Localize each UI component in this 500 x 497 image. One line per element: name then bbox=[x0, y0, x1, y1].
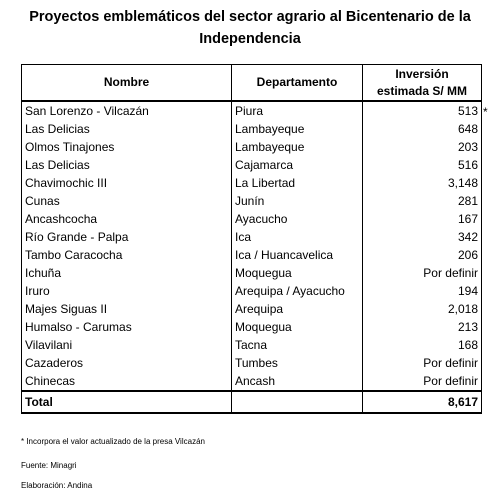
table-row bbox=[22, 120, 482, 138]
cell-departamento: Lambayeque bbox=[232, 138, 363, 156]
table-row bbox=[22, 138, 482, 156]
table-row bbox=[22, 336, 482, 354]
total-row bbox=[22, 391, 482, 413]
cell-inversion: 2,018 bbox=[363, 300, 482, 318]
cell-nombre: Iruro bbox=[22, 282, 232, 300]
table-row bbox=[22, 246, 482, 264]
cell-nombre: Olmos Tinajones bbox=[22, 138, 232, 156]
document-title bbox=[0, 6, 500, 50]
cell-departamento: Cajamarca bbox=[232, 156, 363, 174]
projects-table bbox=[21, 64, 482, 414]
header-nombre: Nombre bbox=[22, 65, 232, 102]
cell-departamento: Junín bbox=[232, 192, 363, 210]
cell-departamento: Ancash bbox=[232, 372, 363, 391]
cell-inversion: 342 bbox=[363, 228, 482, 246]
total-value: 8,617 bbox=[363, 391, 482, 413]
title-line-2: Independencia bbox=[199, 31, 301, 47]
cell-inversion: 167 bbox=[363, 210, 482, 228]
table-row bbox=[22, 318, 482, 336]
table-row bbox=[22, 372, 482, 391]
cell-nombre: Las Delicias bbox=[22, 156, 232, 174]
cell-inversion: 513 bbox=[363, 101, 482, 120]
header-inversion-line-1: Inversión bbox=[395, 66, 449, 81]
cell-departamento: La Libertad bbox=[232, 174, 363, 192]
cell-departamento: Arequipa bbox=[232, 300, 363, 318]
cell-nombre: Cazaderos bbox=[22, 354, 232, 372]
total-label: Total bbox=[22, 391, 232, 413]
cell-departamento: Moquegua bbox=[232, 318, 363, 336]
cell-departamento: Moquegua bbox=[232, 264, 363, 282]
cell-departamento: Arequipa / Ayacucho bbox=[232, 282, 363, 300]
table-row bbox=[22, 192, 482, 210]
cell-departamento: Piura bbox=[232, 101, 363, 120]
cell-inversion: 213 bbox=[363, 318, 482, 336]
cell-nombre: Cunas bbox=[22, 192, 232, 210]
table-row bbox=[22, 354, 482, 372]
cell-nombre: Humalso - Carumas bbox=[22, 318, 232, 336]
table-row bbox=[22, 174, 482, 192]
cell-inversion: Por definir bbox=[363, 372, 482, 391]
cell-inversion: 516 bbox=[363, 156, 482, 174]
cell-nombre: Vilavilani bbox=[22, 336, 232, 354]
cell-inversion: Por definir bbox=[363, 354, 482, 372]
cell-inversion: 194 bbox=[363, 282, 482, 300]
cell-inversion: 648 bbox=[363, 120, 482, 138]
cell-departamento: Lambayeque bbox=[232, 120, 363, 138]
total-empty-cell bbox=[232, 391, 363, 413]
cell-inversion: 281 bbox=[363, 192, 482, 210]
cell-inversion: 206 bbox=[363, 246, 482, 264]
cell-inversion: 168 bbox=[363, 336, 482, 354]
table-row bbox=[22, 282, 482, 300]
table-header-row bbox=[22, 65, 482, 102]
cell-nombre: San Lorenzo - Vilcazán bbox=[22, 101, 232, 120]
cell-inversion: Por definir bbox=[363, 264, 482, 282]
cell-nombre: Tambo Caracocha bbox=[22, 246, 232, 264]
cell-departamento: Ica bbox=[232, 228, 363, 246]
cell-departamento: Ayacucho bbox=[232, 210, 363, 228]
cell-nombre: Ancashcocha bbox=[22, 210, 232, 228]
cell-departamento: Ica / Huancavelica bbox=[232, 246, 363, 264]
table-row bbox=[22, 228, 482, 246]
cell-nombre: Las Delicias bbox=[22, 120, 232, 138]
cell-nombre: Chinecas bbox=[22, 372, 232, 391]
source-note: Fuente: Minagri bbox=[21, 461, 77, 470]
cell-nombre: Majes Siguas II bbox=[22, 300, 232, 318]
footnote: * Incorpora el valor actualizado de la presa Vilcazán bbox=[21, 437, 205, 446]
cell-nombre: Chavimochic III bbox=[22, 174, 232, 192]
cell-nombre: Río Grande - Palpa bbox=[22, 228, 232, 246]
table-row bbox=[22, 264, 482, 282]
title-line-1: Proyectos emblemáticos del sector agrario al Bicentenario de la bbox=[29, 9, 471, 25]
table-row bbox=[22, 300, 482, 318]
table-row bbox=[22, 156, 482, 174]
cell-departamento: Tumbes bbox=[232, 354, 363, 372]
header-inversion bbox=[363, 65, 482, 102]
table-row bbox=[22, 210, 482, 228]
cell-nombre: Ichuña bbox=[22, 264, 232, 282]
cell-departamento: Tacna bbox=[232, 336, 363, 354]
credit-note: Elaboración: Andina bbox=[21, 481, 93, 490]
footnote-marker: * bbox=[483, 105, 488, 119]
header-departamento: Departamento bbox=[232, 65, 363, 102]
cell-inversion: 203 bbox=[363, 138, 482, 156]
header-inversion-line-2: estimada S/ MM bbox=[376, 83, 468, 98]
cell-inversion: 3,148 bbox=[363, 174, 482, 192]
table-row bbox=[22, 101, 482, 120]
